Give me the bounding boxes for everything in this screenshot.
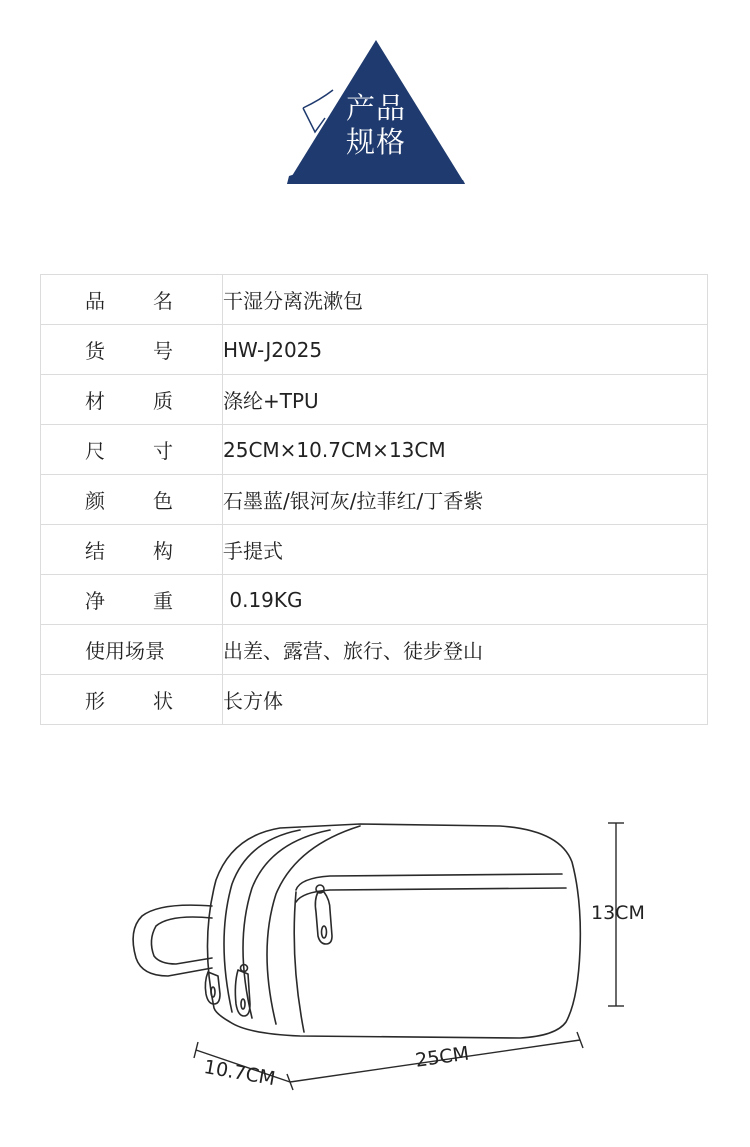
row-label: 品 名 [85, 289, 173, 313]
row-label: 尺 寸 [85, 439, 173, 463]
badge-title-line2: 规格 [345, 125, 406, 159]
row-value: 出差、露营、旅行、徒步登山 [223, 625, 708, 675]
length-dimension-label: 25CM [414, 1042, 471, 1072]
badge-title-line1: 产品 [345, 91, 406, 125]
row-value: 石墨蓝/银河灰/拉菲红/丁香紫 [223, 475, 708, 525]
bag-dimension-drawing [0, 780, 750, 1147]
dimension-lines [194, 823, 624, 1090]
table-row [41, 675, 708, 725]
bag-outline [207, 824, 580, 1038]
row-value: 手提式 [223, 525, 708, 575]
row-label: 结 构 [85, 539, 173, 563]
table-row [41, 325, 708, 375]
row-label: 材 质 [85, 389, 173, 413]
row-value: 0.19KG [223, 575, 708, 625]
height-dimension-label: 13CM [591, 902, 645, 924]
row-value: 干湿分离洗漱包 [223, 275, 708, 325]
row-value: HW-J2025 [223, 325, 708, 375]
row-value: 25CM×10.7CM×13CM [223, 425, 708, 475]
table-row [41, 475, 708, 525]
row-label: 货 号 [85, 339, 173, 363]
table-row [41, 525, 708, 575]
table-row [41, 575, 708, 625]
table-row [41, 375, 708, 425]
row-label: 使用场景 [85, 639, 165, 663]
spec-table [40, 274, 708, 725]
product-spec-badge [285, 38, 467, 188]
table-row [41, 625, 708, 675]
row-label: 净 重 [85, 589, 173, 613]
handle-outline [133, 905, 212, 976]
table-row [41, 425, 708, 475]
row-value: 长方体 [223, 675, 708, 725]
row-label: 形 状 [85, 689, 173, 713]
row-value: 涤纶+TPU [223, 375, 708, 425]
row-label: 颜 色 [85, 489, 173, 513]
depth-dimension-label: 10.7CM [202, 1056, 277, 1091]
table-row [41, 275, 708, 325]
